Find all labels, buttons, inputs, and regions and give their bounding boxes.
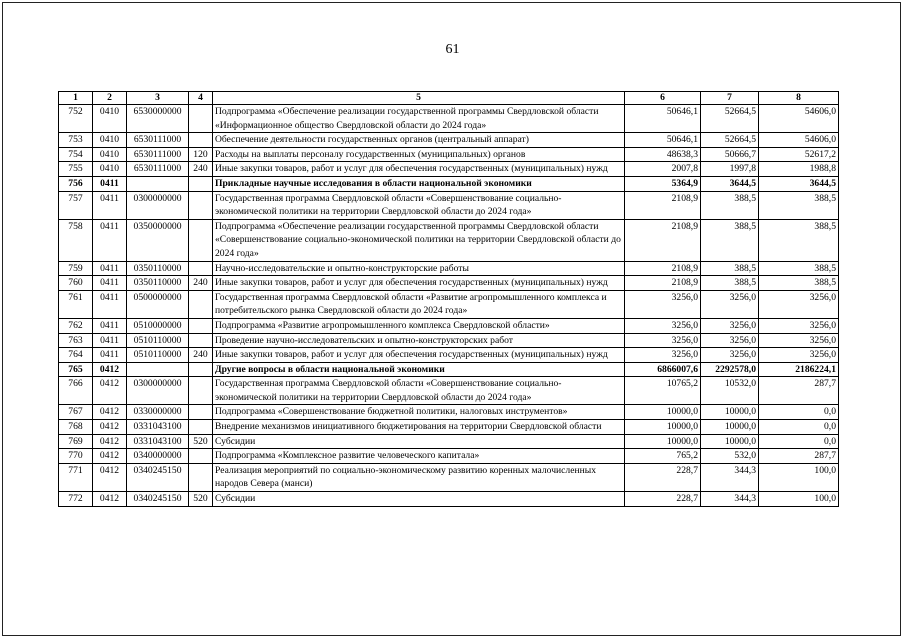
item-name-cell: Государственная программа Свердловской области «Развитие агропромышленного комплекса и потребительского рынка Свердловской области до 2024 года» [213,290,625,318]
amount-col7-cell: 388,5 [701,219,759,261]
item-name-cell: Прикладные научные исследования в области национальной экономики [213,176,625,191]
row-number-cell: 760 [59,276,93,291]
expense-type-cell [189,261,213,276]
amount-col8-cell: 287,7 [759,449,839,464]
target-article-cell: 0510110000 [127,333,189,348]
amount-col7-cell: 2292578,0 [701,362,759,377]
target-article-cell: 0510000000 [127,318,189,333]
row-number-cell: 763 [59,333,93,348]
item-name-cell: Субсидии [213,434,625,449]
amount-col8-cell: 388,5 [759,276,839,291]
expense-type-cell [189,333,213,348]
row-number-cell: 772 [59,492,93,507]
amount-col8-cell: 0,0 [759,405,839,420]
expense-type-cell: 240 [189,276,213,291]
item-name-cell: Расходы на выплаты персоналу государственных (муниципальных) органов [213,147,625,162]
amount-col8-cell: 3256,0 [759,348,839,363]
section-code-cell: 0412 [93,420,127,435]
item-name-cell: Государственная программа Свердловской области «Совершенствование социально-экономической политики на территории Свердловской области до 2024 года» [213,191,625,219]
expense-type-cell [189,290,213,318]
amount-col6-cell: 10000,0 [625,434,701,449]
amount-col6-cell: 2108,9 [625,219,701,261]
section-code-cell: 0410 [93,162,127,177]
row-number-cell: 764 [59,348,93,363]
amount-col7-cell: 10532,0 [701,377,759,405]
table-row [59,133,839,148]
row-number-cell: 761 [59,290,93,318]
amount-col7-cell: 3644,5 [701,176,759,191]
header-cell: 2 [93,92,127,105]
amount-col7-cell: 344,3 [701,463,759,491]
header-cell: 6 [625,92,701,105]
item-name-cell: Иные закупки товаров, работ и услуг для обеспечения государственных (муниципальных) нужд [213,162,625,177]
header-cell: 7 [701,92,759,105]
target-article-cell [127,176,189,191]
item-name-cell: Подпрограмма «Развитие агропромышленного комплекса Свердловской области» [213,318,625,333]
amount-col7-cell: 52664,5 [701,105,759,133]
section-code-cell: 0410 [93,133,127,148]
target-article-cell: 0350110000 [127,276,189,291]
section-code-cell: 0412 [93,405,127,420]
header-cell: 3 [127,92,189,105]
amount-col6-cell: 2108,9 [625,191,701,219]
section-code-cell: 0411 [93,333,127,348]
section-code-cell: 0411 [93,348,127,363]
section-code-cell: 0412 [93,492,127,507]
target-article-cell: 6530000000 [127,105,189,133]
section-code-cell: 0410 [93,147,127,162]
section-code-cell: 0411 [93,318,127,333]
section-code-cell: 0411 [93,276,127,291]
amount-col6-cell: 2108,9 [625,276,701,291]
table-row [59,261,839,276]
amount-col7-cell: 10000,0 [701,420,759,435]
table-row [59,434,839,449]
table-row [59,191,839,219]
expense-type-cell [189,219,213,261]
amount-col6-cell: 3256,0 [625,348,701,363]
expense-type-cell [189,449,213,464]
amount-col6-cell: 50646,1 [625,105,701,133]
header-cell: 5 [213,92,625,105]
amount-col7-cell: 388,5 [701,191,759,219]
expense-type-cell: 120 [189,147,213,162]
expense-type-cell [189,133,213,148]
amount-col7-cell: 3256,0 [701,333,759,348]
item-name-cell: Субсидии [213,492,625,507]
amount-col7-cell: 1997,8 [701,162,759,177]
target-article-cell: 0510110000 [127,348,189,363]
section-code-cell: 0411 [93,290,127,318]
table-row [59,405,839,420]
table-row [59,463,839,491]
expense-type-cell: 240 [189,348,213,363]
target-article-cell: 0350110000 [127,261,189,276]
target-article-cell: 0500000000 [127,290,189,318]
amount-col7-cell: 388,5 [701,276,759,291]
amount-col8-cell: 1988,8 [759,162,839,177]
expense-type-cell [189,377,213,405]
expense-type-cell [189,176,213,191]
row-number-cell: 769 [59,434,93,449]
target-article-cell: 0340245150 [127,492,189,507]
page-number: 61 [445,42,460,57]
item-name-cell: Подпрограмма «Обеспечение реализации государственной программы Свердловской области «Информационное общество Свердловской области до 2024 года» [213,105,625,133]
item-name-cell: Проведение научно-исследовательских и опытно-конструкторских работ [213,333,625,348]
item-name-cell: Научно-исследовательские и опытно-конструкторские работы [213,261,625,276]
table-row [59,449,839,464]
item-name-cell: Внедрение механизмов инициативного бюджетирования на территории Свердловской области [213,420,625,435]
row-number-cell: 759 [59,261,93,276]
section-code-cell: 0411 [93,191,127,219]
row-number-cell: 758 [59,219,93,261]
amount-col6-cell: 228,7 [625,463,701,491]
table-row [59,377,839,405]
amount-col8-cell: 388,5 [759,219,839,261]
row-number-cell: 766 [59,377,93,405]
item-name-cell: Государственная программа Свердловской области «Совершенствование социально-экономической политики на территории Свердловской области до 2024 года» [213,377,625,405]
amount-col8-cell: 52617,2 [759,147,839,162]
amount-col7-cell: 344,3 [701,492,759,507]
item-name-cell: Подпрограмма «Совершенствование бюджетной политики, налоговых инструментов» [213,405,625,420]
expense-type-cell [189,420,213,435]
section-code-cell: 0411 [93,219,127,261]
item-name-cell: Обеспечение деятельности государственных органов (центральный аппарат) [213,133,625,148]
table-row [59,162,839,177]
row-number-cell: 755 [59,162,93,177]
amount-col8-cell: 0,0 [759,434,839,449]
header-cell: 4 [189,92,213,105]
target-article-cell: 0300000000 [127,377,189,405]
amount-col8-cell: 2186224,1 [759,362,839,377]
table-row [59,420,839,435]
expense-type-cell [189,362,213,377]
amount-col8-cell: 388,5 [759,191,839,219]
amount-col6-cell: 10765,2 [625,377,701,405]
section-code-cell: 0412 [93,434,127,449]
item-name-cell: Другие вопросы в области национальной экономики [213,362,625,377]
section-code-cell: 0412 [93,463,127,491]
target-article-cell: 0331043100 [127,420,189,435]
amount-col6-cell: 2007,8 [625,162,701,177]
header-cell: 1 [59,92,93,105]
target-article-cell [127,362,189,377]
table-row [59,219,839,261]
expense-type-cell [189,405,213,420]
item-name-cell: Иные закупки товаров, работ и услуг для обеспечения государственных (муниципальных) нужд [213,348,625,363]
target-article-cell: 0340245150 [127,463,189,491]
table-row [59,176,839,191]
amount-col8-cell: 3256,0 [759,333,839,348]
section-code-cell: 0412 [93,449,127,464]
amount-col8-cell: 54606,0 [759,133,839,148]
amount-col8-cell: 3644,5 [759,176,839,191]
target-article-cell: 0340000000 [127,449,189,464]
item-name-cell: Иные закупки товаров, работ и услуг для обеспечения государственных (муниципальных) нужд [213,276,625,291]
item-name-cell: Подпрограмма «Обеспечение реализации государственной программы Свердловской области «Совершенствование социально-экономической политики на территории Свердловской области до 2024 года» [213,219,625,261]
table-row [59,290,839,318]
amount-col8-cell: 100,0 [759,492,839,507]
amount-col6-cell: 10000,0 [625,420,701,435]
item-name-cell: Подпрограмма «Комплексное развитие человеческого капитала» [213,449,625,464]
section-code-cell: 0410 [93,105,127,133]
expense-type-cell: 240 [189,162,213,177]
amount-col8-cell: 0,0 [759,420,839,435]
budget-table [58,91,839,507]
amount-col7-cell: 10000,0 [701,434,759,449]
target-article-cell: 0330000000 [127,405,189,420]
amount-col6-cell: 5364,9 [625,176,701,191]
table-row [59,348,839,363]
section-code-cell: 0411 [93,261,127,276]
amount-col7-cell: 52664,5 [701,133,759,148]
amount-col6-cell: 228,7 [625,492,701,507]
row-number-cell: 753 [59,133,93,148]
row-number-cell: 756 [59,176,93,191]
amount-col6-cell: 3256,0 [625,333,701,348]
row-number-cell: 757 [59,191,93,219]
section-code-cell: 0412 [93,377,127,405]
table-row [59,147,839,162]
amount-col8-cell: 54606,0 [759,105,839,133]
amount-col6-cell: 3256,0 [625,290,701,318]
row-number-cell: 762 [59,318,93,333]
table-row [59,105,839,133]
item-name-cell: Реализация мероприятий по социально-экономическому развитию коренных малочисленных народов Севера (манси) [213,463,625,491]
amount-col8-cell: 287,7 [759,377,839,405]
expense-type-cell: 520 [189,434,213,449]
section-code-cell: 0411 [93,176,127,191]
row-number-cell: 754 [59,147,93,162]
expense-type-cell [189,318,213,333]
amount-col7-cell: 532,0 [701,449,759,464]
header-cell: 8 [759,92,839,105]
target-article-cell: 6530111000 [127,147,189,162]
expense-type-cell [189,105,213,133]
target-article-cell: 6530111000 [127,133,189,148]
amount-col7-cell: 10000,0 [701,405,759,420]
row-number-cell: 752 [59,105,93,133]
amount-col6-cell: 6866007,6 [625,362,701,377]
target-article-cell: 0331043100 [127,434,189,449]
table-row [59,492,839,507]
amount-col6-cell: 10000,0 [625,405,701,420]
target-article-cell: 6530111000 [127,162,189,177]
expense-type-cell: 520 [189,492,213,507]
row-number-cell: 767 [59,405,93,420]
row-number-cell: 768 [59,420,93,435]
table-row [59,276,839,291]
amount-col6-cell: 2108,9 [625,261,701,276]
amount-col7-cell: 3256,0 [701,290,759,318]
amount-col7-cell: 388,5 [701,261,759,276]
amount-col6-cell: 765,2 [625,449,701,464]
amount-col6-cell: 3256,0 [625,318,701,333]
amount-col7-cell: 50666,7 [701,147,759,162]
expense-type-cell [189,463,213,491]
row-number-cell: 765 [59,362,93,377]
amount-col8-cell: 3256,0 [759,318,839,333]
amount-col8-cell: 388,5 [759,261,839,276]
section-code-cell: 0412 [93,362,127,377]
amount-col7-cell: 3256,0 [701,318,759,333]
expense-type-cell [189,191,213,219]
header-row [59,92,839,105]
amount-col8-cell: 3256,0 [759,290,839,318]
amount-col6-cell: 48638,3 [625,147,701,162]
row-number-cell: 770 [59,449,93,464]
amount-col7-cell: 3256,0 [701,348,759,363]
table-row [59,318,839,333]
amount-col8-cell: 100,0 [759,463,839,491]
target-article-cell: 0300000000 [127,191,189,219]
amount-col6-cell: 50646,1 [625,133,701,148]
table-row [59,333,839,348]
table-row [59,362,839,377]
row-number-cell: 771 [59,463,93,491]
target-article-cell: 0350000000 [127,219,189,261]
